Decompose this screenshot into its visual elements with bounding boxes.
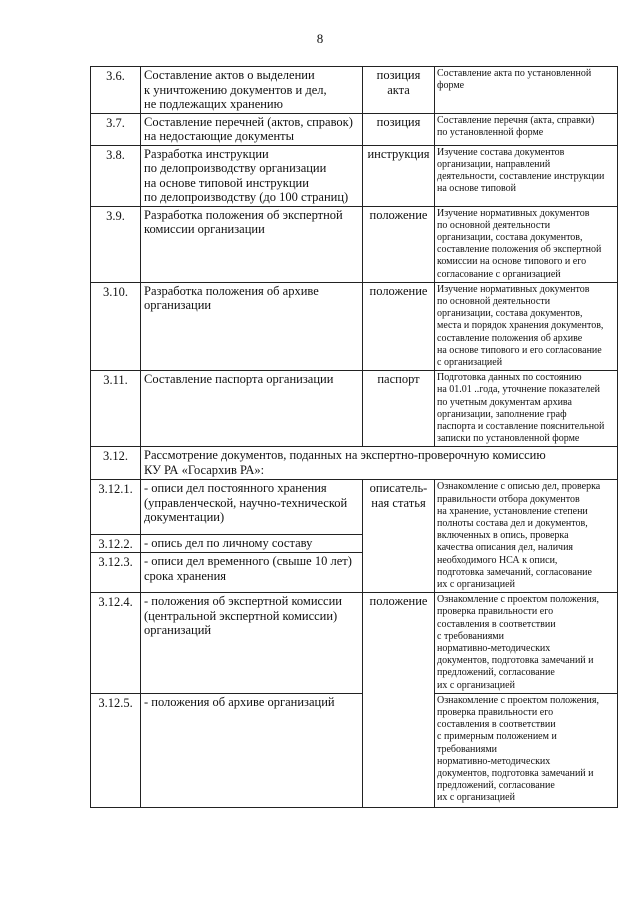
cell-line: Разработка положения об экспертной: [144, 207, 343, 222]
cell-line: организаций: [144, 623, 212, 638]
cell-line: Составление перечней (актов, справок): [144, 114, 353, 129]
table-row: [91, 206, 618, 282]
row-number: 3.8.: [91, 145, 141, 206]
table-row: [91, 693, 618, 807]
cell-line: с примерным положением и: [437, 731, 557, 743]
row-description: [435, 206, 618, 282]
row-number: 3.12.2.: [91, 534, 141, 553]
table-row: [91, 593, 618, 694]
cell-line: Разработка положения об архиве: [144, 283, 319, 298]
cell-line: акта: [387, 82, 410, 97]
row-number: 3.7.: [91, 113, 141, 145]
row-name: [141, 693, 363, 807]
cell-line: необходимого НСА к описи,: [437, 554, 558, 566]
cell-line: по делопроизводству организации: [144, 161, 327, 175]
row-name: [141, 67, 363, 114]
row-name: [141, 447, 618, 480]
cell-line: организации, заполнение граф: [437, 408, 567, 420]
row-document: [363, 282, 435, 370]
cell-line: паспорт: [377, 372, 420, 387]
cell-line: согласование с организацией: [437, 268, 561, 280]
cell-line: на основе типовой: [437, 183, 517, 195]
cell-line: к уничтожению документов и дел,: [144, 82, 327, 97]
cell-line: составление положения об архиве: [437, 332, 583, 344]
row-number: 3.12.5.: [91, 693, 141, 807]
row-name: [141, 145, 363, 206]
row-name: [141, 282, 363, 370]
cell-line: срока хранения: [144, 568, 227, 583]
cell-line: предложений, согласование: [437, 780, 555, 792]
cell-line: проверка правильности его: [437, 606, 554, 618]
table-row: [91, 145, 618, 206]
cell-line: нормативно-методических: [437, 643, 551, 654]
cell-line: Разработка инструкции: [144, 146, 269, 161]
cell-line: Изучение нормативных документов: [437, 283, 590, 295]
table-row: [91, 282, 618, 370]
row-number: 3.6.: [91, 67, 141, 114]
cell-line: предложений, согласование: [437, 667, 555, 679]
cell-line: включенных в опись, проверка: [437, 530, 569, 542]
cell-line: позиция: [376, 68, 421, 82]
cell-line: форме: [437, 80, 465, 92]
row-description: [435, 67, 618, 114]
cell-line: организации: [144, 298, 212, 313]
cell-line: (центральной экспертной комиссии): [144, 608, 338, 623]
row-description: [435, 693, 618, 807]
cell-line: записки по установленной форме: [437, 433, 580, 445]
table-row: [91, 67, 618, 114]
cell-line: их с организацией: [437, 792, 515, 804]
services-table: [90, 66, 618, 808]
row-number: 3.12.4.: [91, 593, 141, 694]
row-name: [141, 593, 363, 694]
cell-line: - положения об архиве организаций: [144, 694, 335, 709]
cell-line: организации, состава документов,: [437, 308, 583, 320]
row-document: [363, 480, 435, 593]
cell-line: - положения об экспертной комиссии: [144, 594, 342, 609]
table-row: [91, 447, 618, 480]
cell-line: Ознакомление с описью дел, проверка: [437, 481, 601, 493]
cell-line: позиция: [376, 114, 421, 129]
cell-line: составления в соответствии: [437, 618, 556, 630]
row-description: [435, 282, 618, 370]
row-document: [363, 113, 435, 145]
cell-line: деятельности, составление инструкции: [437, 170, 605, 182]
cell-line: качества описания дел, наличия: [437, 542, 574, 554]
cell-line: (управленческой, научно-технической: [144, 495, 348, 510]
row-description: [435, 593, 618, 694]
cell-line: - описи дел временного (свыше 10 лет): [144, 554, 352, 569]
cell-line: Подготовка данных по состоянию: [437, 372, 582, 384]
cell-line: Составление перечня (акта, справки): [437, 114, 595, 126]
cell-line: Составление паспорта организации: [144, 372, 334, 387]
cell-line: не подлежащих хранению: [144, 97, 283, 111]
cell-line: описатель-: [369, 481, 428, 496]
row-name: [141, 113, 363, 145]
row-number: 3.12.1.: [91, 480, 141, 534]
cell-line: с требованиями: [437, 630, 504, 642]
row-name: [141, 206, 363, 282]
cell-line: на хранение, установление степени: [437, 505, 588, 517]
cell-line: по учетным документам архива: [437, 396, 572, 408]
cell-line: на основе типовой инструкции: [144, 175, 309, 190]
cell-line: проверка правильности его: [437, 707, 554, 719]
cell-line: на недостающие документы: [144, 129, 294, 143]
cell-line: документации): [144, 510, 225, 525]
cell-line: ная статья: [371, 495, 426, 510]
cell-line: их с организацией: [437, 679, 515, 691]
cell-line: по делопроизводству (до 100 страниц): [144, 190, 349, 204]
row-number: 3.12.: [91, 447, 141, 480]
row-document: [363, 67, 435, 114]
row-name: [141, 553, 363, 593]
row-name: [141, 534, 363, 553]
cell-line: комиссии организации: [144, 222, 265, 236]
row-name: [141, 480, 363, 534]
cell-line: положение: [369, 283, 428, 298]
cell-line: требованиями: [437, 743, 498, 755]
row-description: [435, 145, 618, 206]
cell-line: на 01.01 ..года, уточнение показателей: [437, 384, 601, 396]
cell-line: КУ РА «Госархив РА»:: [144, 462, 265, 477]
row-number: 3.9.: [91, 206, 141, 282]
page-number: 8: [316, 31, 324, 46]
table-row: [91, 480, 618, 534]
cell-line: документов, подготовка замечаний и: [437, 768, 594, 780]
row-name: [141, 371, 363, 447]
row-description: [435, 480, 618, 593]
cell-line: нормативно-методических: [437, 755, 551, 767]
row-document: [363, 371, 435, 447]
cell-line: Составление актов о выделении: [144, 68, 315, 82]
cell-line: составление положения об экспертной: [437, 244, 602, 256]
table-row: [91, 371, 618, 447]
cell-line: составления в соответствии: [437, 719, 556, 731]
cell-line: по основной деятельности: [437, 219, 551, 231]
cell-line: - описи дел постоянного хранения: [144, 481, 327, 496]
row-document: [363, 593, 435, 808]
row-number: 3.11.: [91, 371, 141, 447]
cell-line: правильности отбора документов: [437, 493, 580, 505]
row-number: 3.10.: [91, 282, 141, 370]
cell-line: полноты состава дел и документов,: [437, 517, 588, 529]
cell-line: организации, направлений: [437, 158, 551, 170]
cell-line: с организацией: [437, 356, 503, 368]
cell-line: Ознакомление с проектом положения,: [437, 694, 599, 706]
row-document: [363, 145, 435, 206]
cell-line: паспорта и составление пояснительной: [437, 420, 605, 432]
cell-line: Рассмотрение документов, поданных на экспертно-проверочную комиссию: [144, 448, 546, 463]
cell-line: на основе типового и его согласование: [437, 344, 602, 356]
cell-line: подготовка замечаний, согласование: [437, 566, 592, 578]
cell-line: положение: [369, 207, 428, 222]
cell-line: Изучение состава документов: [437, 146, 565, 158]
cell-line: инструкция: [367, 146, 430, 161]
row-document: [363, 206, 435, 282]
row-number: 3.12.3.: [91, 553, 141, 593]
cell-line: - опись дел по личному составу: [144, 535, 313, 550]
cell-line: организации, состава документов,: [437, 231, 583, 243]
cell-line: по основной деятельности: [437, 295, 551, 307]
cell-line: по установленной форме: [437, 126, 544, 138]
row-description: [435, 371, 618, 447]
cell-line: Ознакомление с проектом положения,: [437, 594, 599, 606]
table-row: [91, 113, 618, 145]
cell-line: их с организацией: [437, 578, 515, 590]
cell-line: комиссии на основе типового и его: [437, 256, 587, 268]
cell-line: места и порядок хранения документов,: [437, 320, 604, 332]
cell-line: Изучение нормативных документов: [437, 207, 590, 219]
row-description: [435, 113, 618, 145]
cell-line: документов, подготовка замечаний и: [437, 655, 594, 667]
cell-line: положение: [369, 594, 428, 609]
cell-line: Составление акта по установленной: [437, 68, 592, 79]
